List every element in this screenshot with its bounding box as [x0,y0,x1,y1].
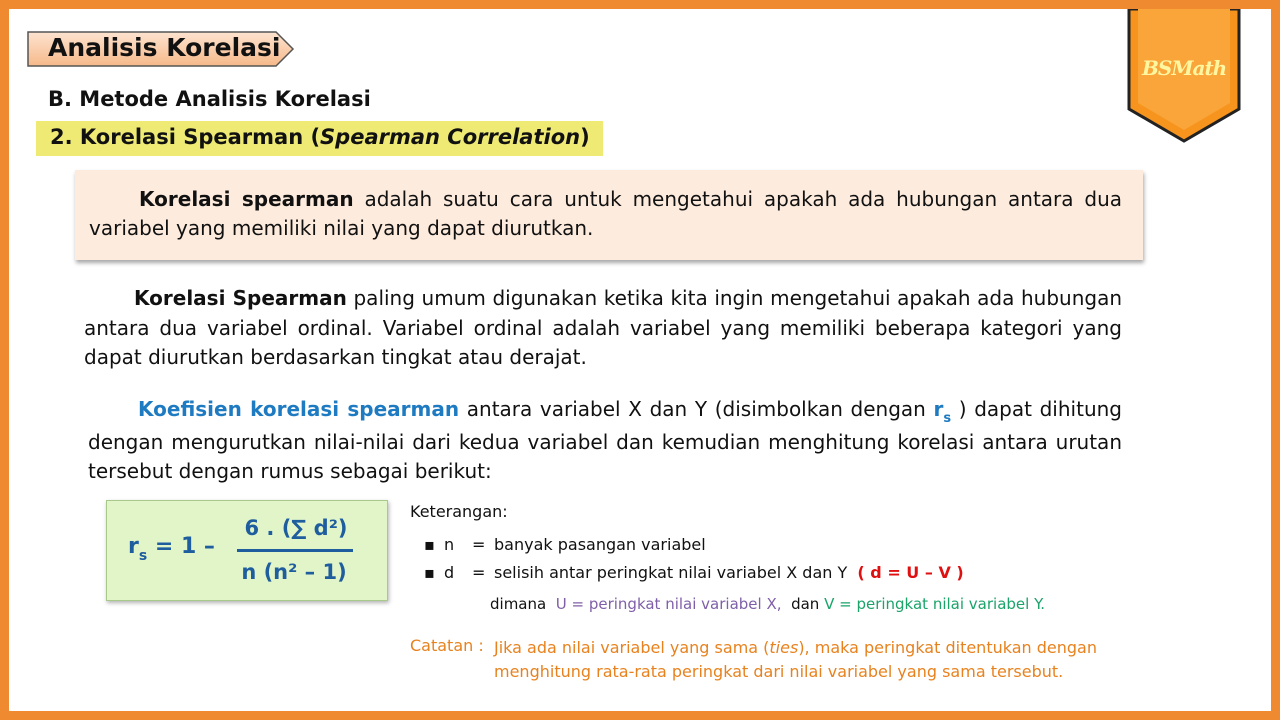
formula-numerator: 6 . (∑ d²) [244,516,348,540]
bullet-icon: ▪ [424,563,435,582]
keterangan-label: Keterangan: [410,502,508,521]
page-title: Analisis Korelasi [48,33,281,62]
bsmath-logo [1127,9,1241,143]
paragraph-coefficient: Koefisien korelasi spearman antara variabel X dan Y (disimbolkan dengan $r_s$ ) dapat dihitung dengan mengurutkan nilai-nilai dari kedua variabel dan kemudian menghitung korelasi antara urutan tersebut dengan rumus sebagai berikut: [88,397,1122,483]
list-item: ▪ n = banyak pasangan variabel [424,535,706,554]
section-heading: B. Metode Analisis Korelasi [48,87,371,111]
formula-lhs: $r_s = 1$ – [128,534,215,564]
logo-text: BSMath [1142,56,1227,80]
catatan-label: Catatan : [410,636,484,655]
definition-text: Korelasi spearman adalah suatu cara untuk mengetahui apakah ada hubungan antara dua variabel yang memiliki nilai yang dapat diurutkan. [89,187,1123,240]
formula-fraction-bar [237,549,353,552]
bullet-icon: ▪ [424,535,435,554]
dimana-line: dimana U = peringkat nilai variabel X, dan V = peringkat nilai variabel Y. [490,595,1045,613]
formula-denominator: n (n² – 1) [241,560,347,584]
title-tag [24,30,296,68]
paragraph-ordinal: Korelasi Spearman paling umum digunakan ketika kita ingin mengetahui apakah ada hubungan antara dua variabel ordinal. Variabel ordinal adalah variabel yang memiliki beberapa kategori yang dapat diurutkan berdasarkan tingkat atau derajat. [84,286,1123,369]
catatan-text: Jika ada nilai variabel yang sama (ties), maka peringkat ditentukan dengan menghitung rata-rata peringkat dari nilai variabel yang sama tersebut. [494,638,1097,681]
list-item: ▪ d = selisih antar peringkat nilai variabel X dan Y ( d = U – V ) [424,563,964,582]
subsection-heading: 2. Korelasi Spearman (Spearman Correlation) [36,121,603,156]
